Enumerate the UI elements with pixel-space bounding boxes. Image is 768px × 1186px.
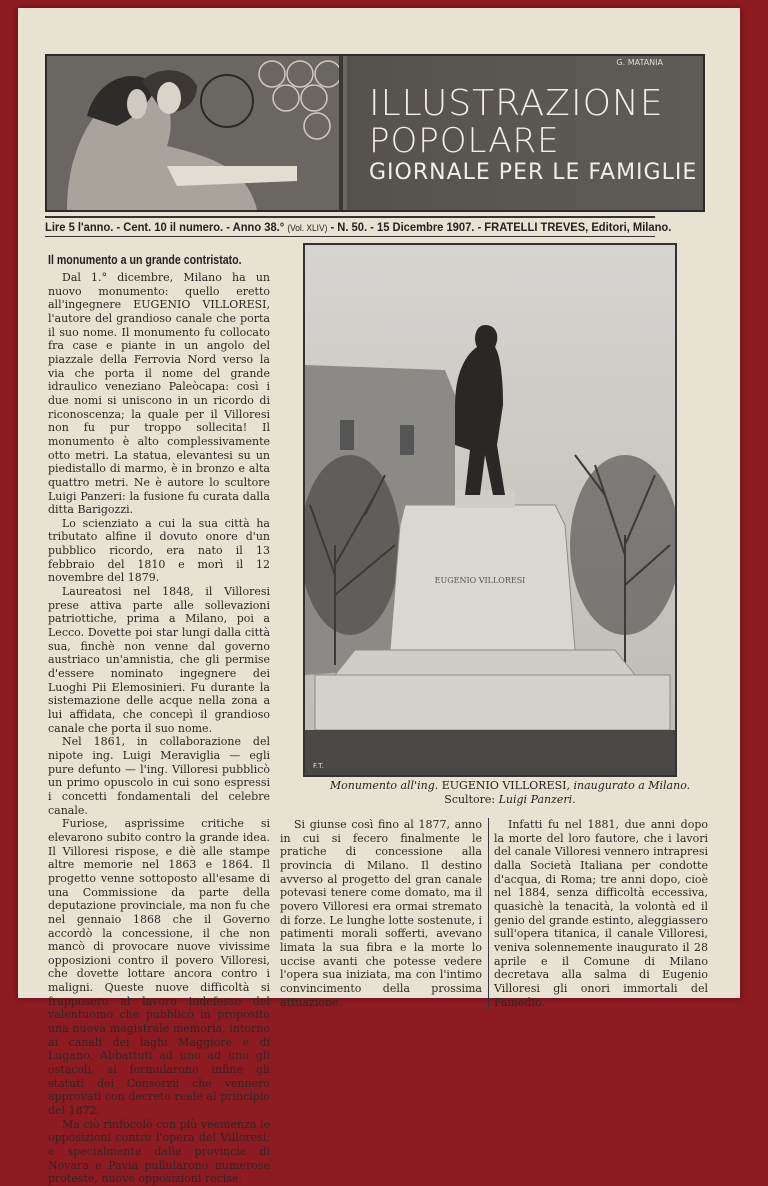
caption-text: inaugurato a Milano. — [573, 779, 691, 792]
paragraph: Furiose, asprissime critiche si elevarono subito contro la grande idea. Il Villoresi rispose, e diè alle stampe altre memorie nel 1863 e 1864. Il progetto venne sottoposto all'esame di una Commissione da parte della deputazione provinciale, ma non fu che nel gennaio 1868 che il Governo accordò la concessione, il che non mancò di provocare nuove vivissime opposizioni contro il povero Villoresi, che dovette lottare ancora contro i maligni. Queste nuove difficoltà si frapposero al lavoro indefesso del valentuomo che pubblicò in proposito una nuova magistrale memoria, intorno ai canali dei laghi Maggiore e di Lugano. Abbattuti ad uno ad uno gli ostacoli, si formularono infine gli statuti dei Consorzii che vennero approvati con decreto reale al principio del 1872. — [48, 817, 270, 1118]
monument-photo — [303, 243, 677, 777]
issue-number-date: - N. 50. - 15 Dicembre 1907. - FRATELLI TREVES, Editori, Milano. — [330, 220, 672, 234]
caption-sculptor-label: Scultore: — [444, 793, 496, 806]
title-line-1: ILLUSTRAZIONE — [369, 83, 664, 124]
title-line-2: POPOLARE — [369, 121, 560, 161]
paragraph: Laureatosi nel 1848, il Villoresi prese attiva parte alle sollevazioni patriottiche, prima a Milano, poi a Lecco. Dovette poi star lungi dalla città sua, finchè non venne dal governo austriaco un'amnistia, che gli permise d'essere nominato ingegnere dei Luoghi Pii Elemosinieri. Fu durante la sistemazione delle acque nella zona a lui affidata, che concepì il grandioso canale che porta il suo nome. — [48, 585, 270, 735]
paragraph: Lo scienziato a cui la sua città ha tributato alfine il dovuto onore d'un pubblico ricordo, era nato il 13 febbraio del 1810 e morì il 12 novembre del 1879. — [48, 516, 270, 585]
caption-sculptor: Luigi Panzeri. — [498, 793, 576, 806]
paragraph: Nel 1861, in collaborazione del nipote ing. Luigi Meraviglia — egli pure defunto — l'ing. Villoresi pubblicò un primo opuscolo in cui sono espressi i concetti fondamentali del celebre canale. — [48, 735, 270, 817]
pedestal-inscription: EUGENIO VILLORESI — [434, 576, 526, 585]
masthead-banner — [45, 54, 705, 212]
paragraph: Si giunse così fino al 1877, anno in cui si fecero finalmente le pratiche di concessione alla provincia di Milano. Il destino avverso al progetto del gran canale potevasi tenere come domato, ma il povero Villoresi era ormai stremato di forze. Le lunghe lotte sostenute, i patimenti morali sofferti, avevano limata la sua fibra e la morte lo uccise avanti che potesse vedere l'opera sua iniziata, ma con l'intimo convincimento della prossima attuazione. — [280, 818, 482, 1009]
artist-signature: G. MATANIA — [616, 58, 663, 67]
art-nouveau-women-illustration — [47, 56, 347, 210]
issue-volume: (Vol. XLIV) — [287, 223, 328, 233]
photo-caption — [300, 779, 720, 807]
photo-credit: F.T. — [313, 762, 324, 770]
article-column-right — [494, 818, 708, 1009]
villoresi-statue-image — [305, 245, 675, 775]
paragraph: Dal 1.° dicembre, Milano ha un nuovo monumento: quello eretto all'ingegnere EUGENIO VILLORESI, l'autore del grandioso canale che porta il suo nome. Il monumento fu collocato fra case e piante in un angolo del piazzale della Ferrovia Nord verso la via che porta il nome del grande idraulico veneziano Paleòcapa: così i due nomi si uniscono in un ricordo di riconoscenza; la quale per il Villoresi non fu pur troppo sollecita! Il monumento è alto complessivamente otto metri. La statua, elevantesi su un piedistallo di marmo, è in bronzo e alta quattro metri. Ne è autore lo scultore Luigi Panzeri: la fusione fu curata dalla ditta Barigozzi. — [48, 271, 270, 517]
article-column-middle — [280, 818, 489, 1009]
title-subtitle: GIORNALE PER LE FAMIGLIE — [369, 160, 698, 185]
newspaper-title — [369, 83, 698, 185]
paragraph: Ma ciò rinfocolò con più veemenza le opposizioni contro l'opera del Villoresi; e specialmente dalle provincie di Novara e Pavia pullularono numerose proteste, nuove opposizioni recise. — [48, 1117, 270, 1186]
paragraph: Infatti fu nel 1881, due anni dopo la morte del loro fautore, che i lavori del canale Villoresi vennero intrapresi dalla Società Italiana per condotte d'acqua, di Roma; tre anni dopo, cioè nel 1884, senza difficoltà eccessiva, quasichè la tenacità, la volontà ed il genio del grande estinto, aleggiassero sull'opera titanica, il canale Villoresi, veniva solennemente inaugurato il 28 aprile e il Comune di Milano decretava alla salma di Eugenio Villoresi gli onori immortali del Famedio. — [494, 818, 708, 1009]
article-headline: Il monumento a un grande contristato. — [48, 253, 242, 267]
caption-text: Monumento all'ing. — [329, 779, 439, 792]
caption-name: EUGENIO VILLORESI, — [441, 779, 570, 792]
article-column-left — [48, 271, 270, 1186]
issue-info-line — [45, 216, 672, 237]
issue-price: Lire 5 l'anno. - Cent. 10 il numero. - Anno 38.° — [45, 220, 285, 234]
